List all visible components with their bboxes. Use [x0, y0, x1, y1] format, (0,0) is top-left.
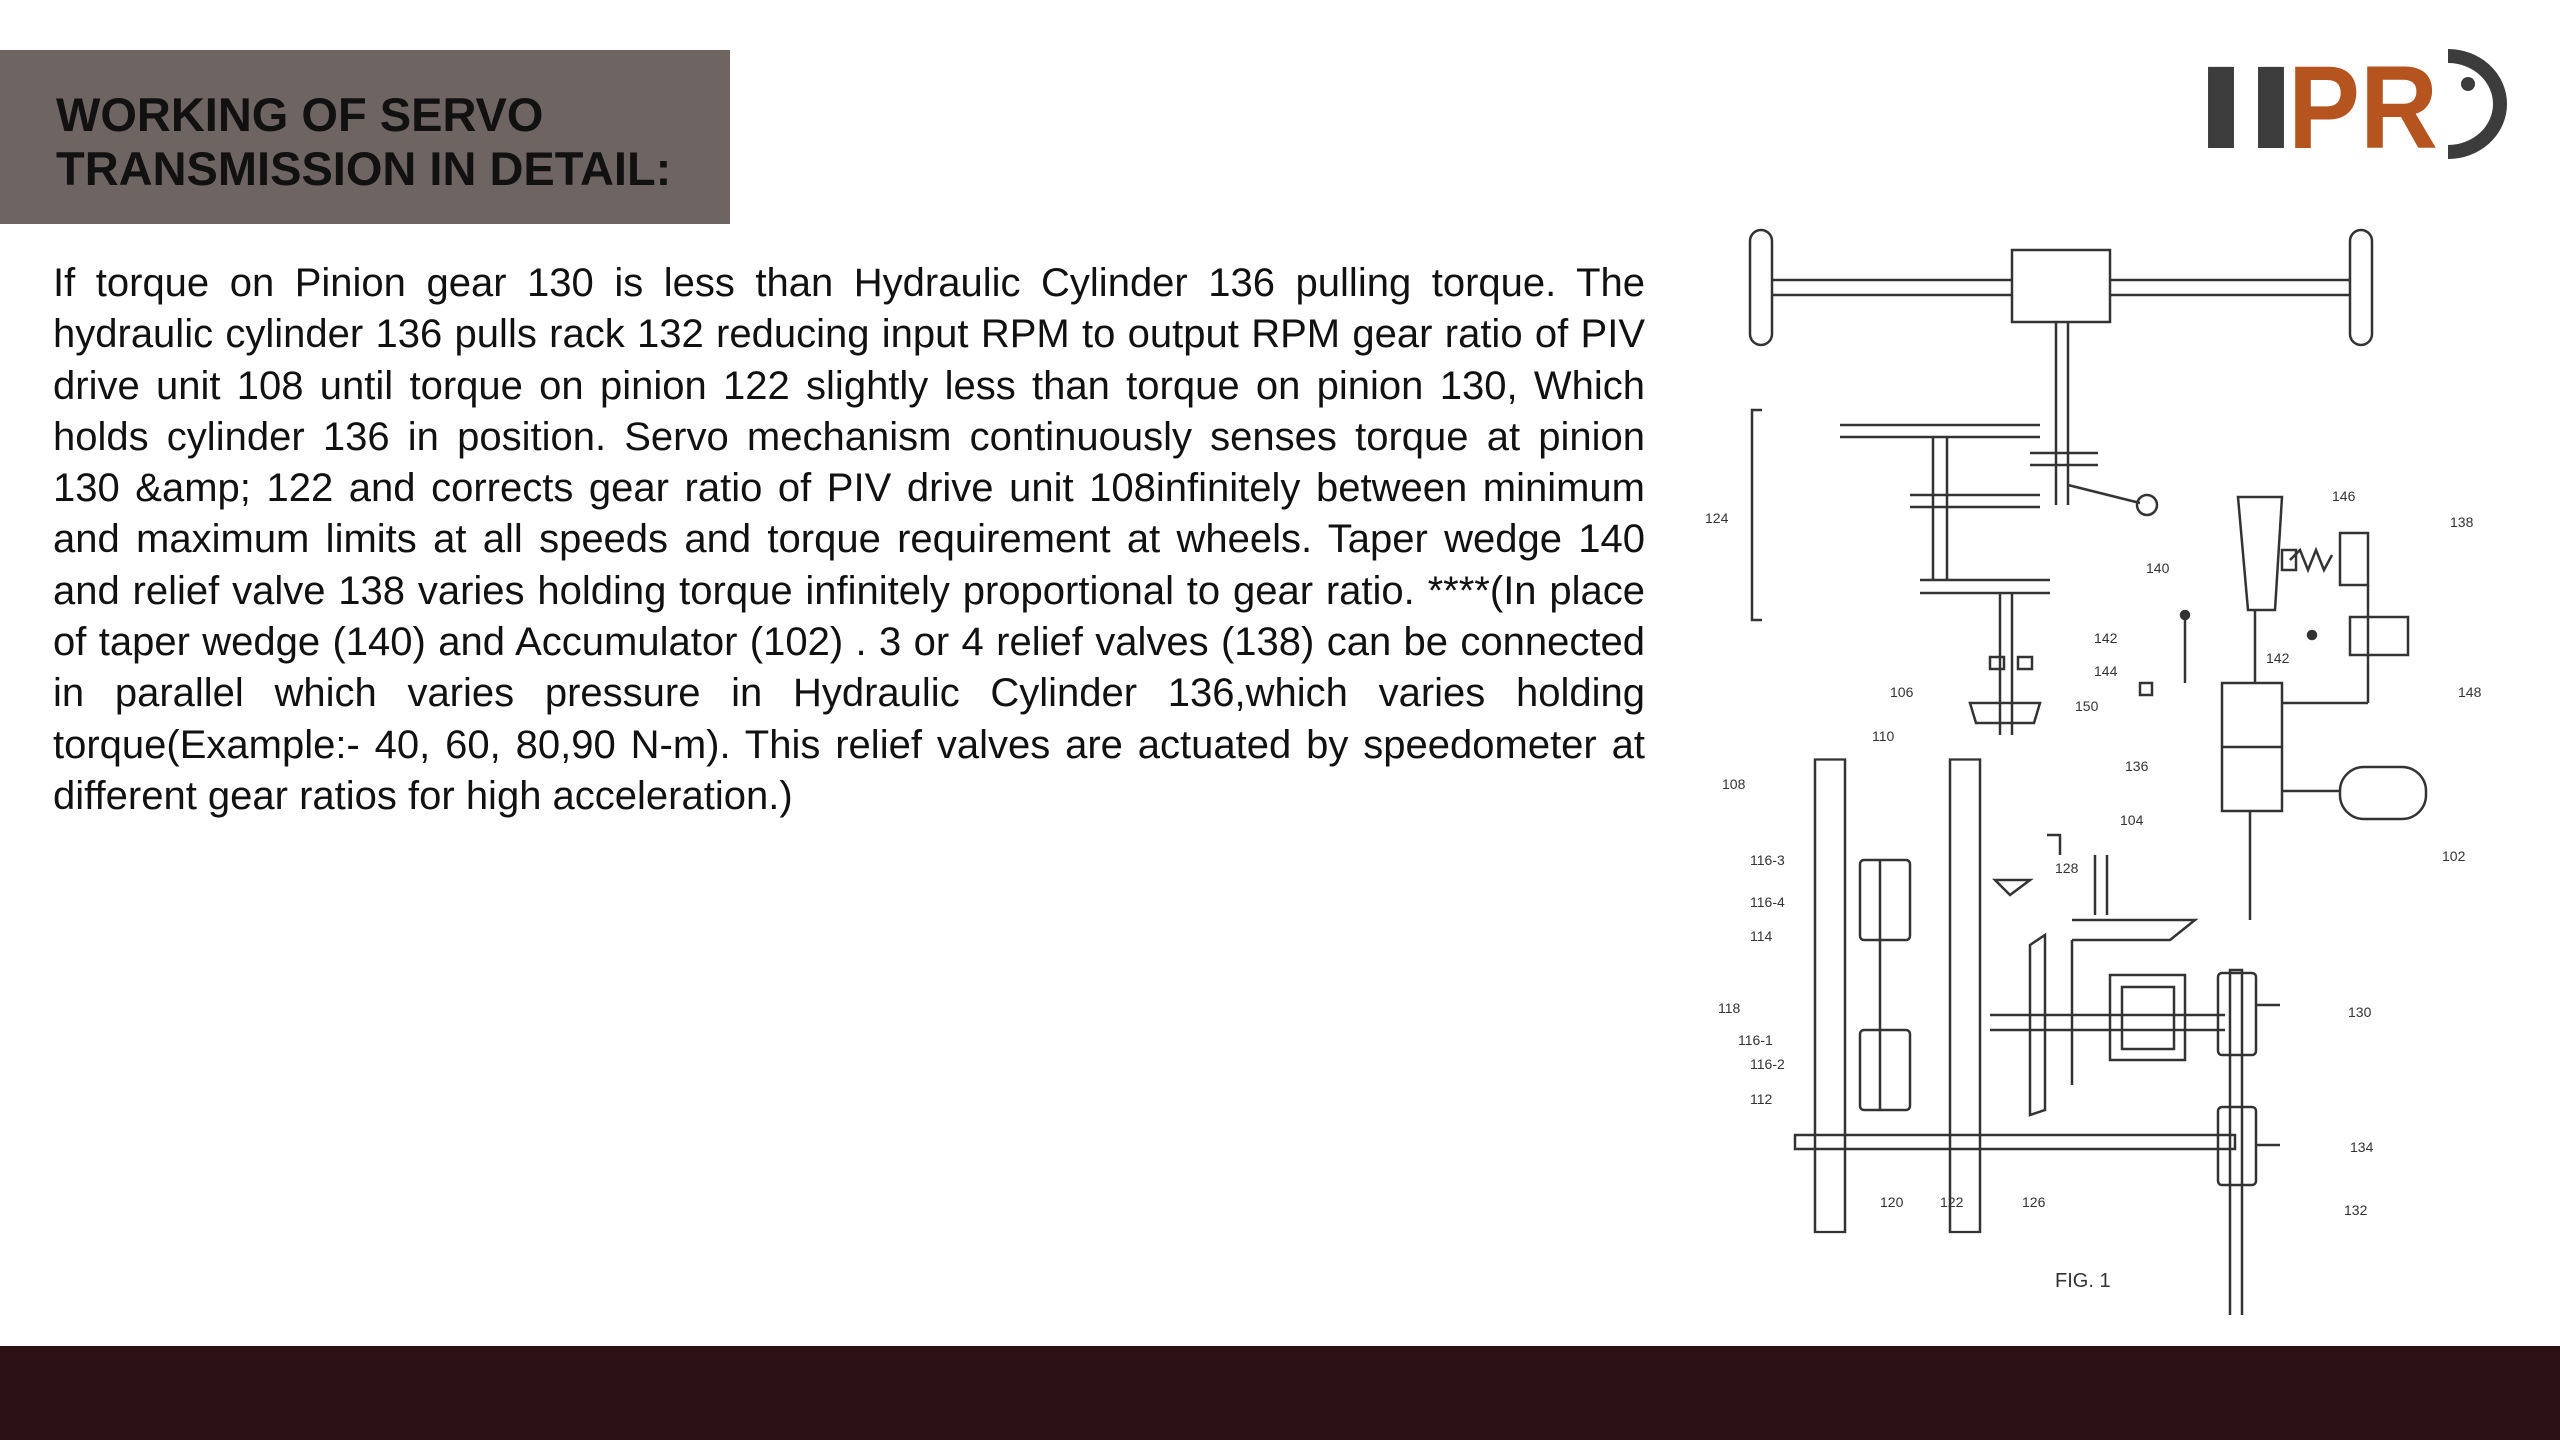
label-114: 114	[1750, 928, 1773, 944]
label-130: 130	[2348, 1004, 2372, 1020]
label-126: 126	[2022, 1194, 2046, 1210]
servo-transmission-figure	[1700, 215, 2500, 1315]
label-128: 128	[2055, 860, 2079, 876]
label-122: 122	[1940, 1194, 1964, 1210]
label-118: 118	[1718, 1000, 1741, 1016]
hydraulic-circuit	[2140, 497, 2426, 920]
label-150: 150	[2075, 698, 2099, 714]
slide-title-line-2: TRANSMISSION IN DETAIL:	[56, 142, 672, 195]
label-102: 102	[2442, 848, 2466, 864]
slide-title-box	[0, 50, 730, 224]
figure-labels	[1705, 488, 2482, 1292]
slide-title-line-1: WORKING OF SERVO	[56, 88, 544, 141]
label-116-2: 116-2	[1750, 1056, 1785, 1072]
label-134: 134	[2350, 1139, 2374, 1155]
label-116-4: 116-4	[1750, 894, 1785, 910]
label-108: 108	[1722, 776, 1746, 792]
label-144: 144	[2094, 663, 2118, 679]
label-116-1: 116-1	[1738, 1032, 1773, 1048]
figure-caption: FIG. 1	[2055, 1270, 2111, 1292]
label-146: 146	[2332, 488, 2356, 504]
label-132: 132	[2344, 1202, 2368, 1218]
label-112: 112	[1750, 1091, 1773, 1107]
iiprd-logo	[2196, 44, 2518, 168]
rack-and-pinions	[1795, 970, 2280, 1315]
label-148: 148	[2458, 684, 2482, 700]
svg-text:PR: PR	[2288, 44, 2438, 168]
label-138: 138	[2450, 514, 2474, 530]
label-142-b: 142	[2266, 650, 2290, 666]
label-104: 104	[2120, 812, 2144, 828]
label-140: 140	[2146, 560, 2170, 576]
wheel-axle-assembly	[1750, 230, 2372, 515]
label-142-a: 142	[2094, 630, 2118, 646]
piv-drive-unit	[1815, 760, 2225, 1233]
label-124: 124	[1705, 510, 1729, 526]
label-116-3: 116-3	[1750, 852, 1785, 868]
label-106: 106	[1890, 684, 1914, 700]
label-120: 120	[1880, 1194, 1904, 1210]
label-110: 110	[1872, 728, 1895, 744]
body-paragraph: If torque on Pinion gear 130 is less than Hydraulic Cylinder 136 pulling torque. The hydraulic cylinder 136 pulls rack 132 reducing input RPM to output RPM gear ratio of PIV drive unit 108 until torque on pinion 122 slightly less than torque on pinion 130, Which holds cylinder 136 in position. Servo mechanism continuously senses torque at pinion 130 &amp; 122 and corrects gear ratio of PIV drive unit 108infinitely between minimum and maximum limits at all speeds and torque requirement at wheels. Taper wedge 140 and relief valve 138 varies holding torque infinitely proportional to gear ratio. ****(In place of taper wedge (140) and Accumulator (102) . 3 or 4 relief valves (138) can be connected in parallel which varies pressure in Hydraulic Cylinder 136,which varies holding torque(Example:- 40, 60, 80,90 N-m). This relief valves are actuated by speedometer at different gear ratios for high acceleration.)	[53, 261, 1645, 818]
svg-text:II: II	[2196, 44, 2296, 168]
footer-bar	[0, 1346, 2560, 1440]
label-136: 136	[2125, 758, 2149, 774]
